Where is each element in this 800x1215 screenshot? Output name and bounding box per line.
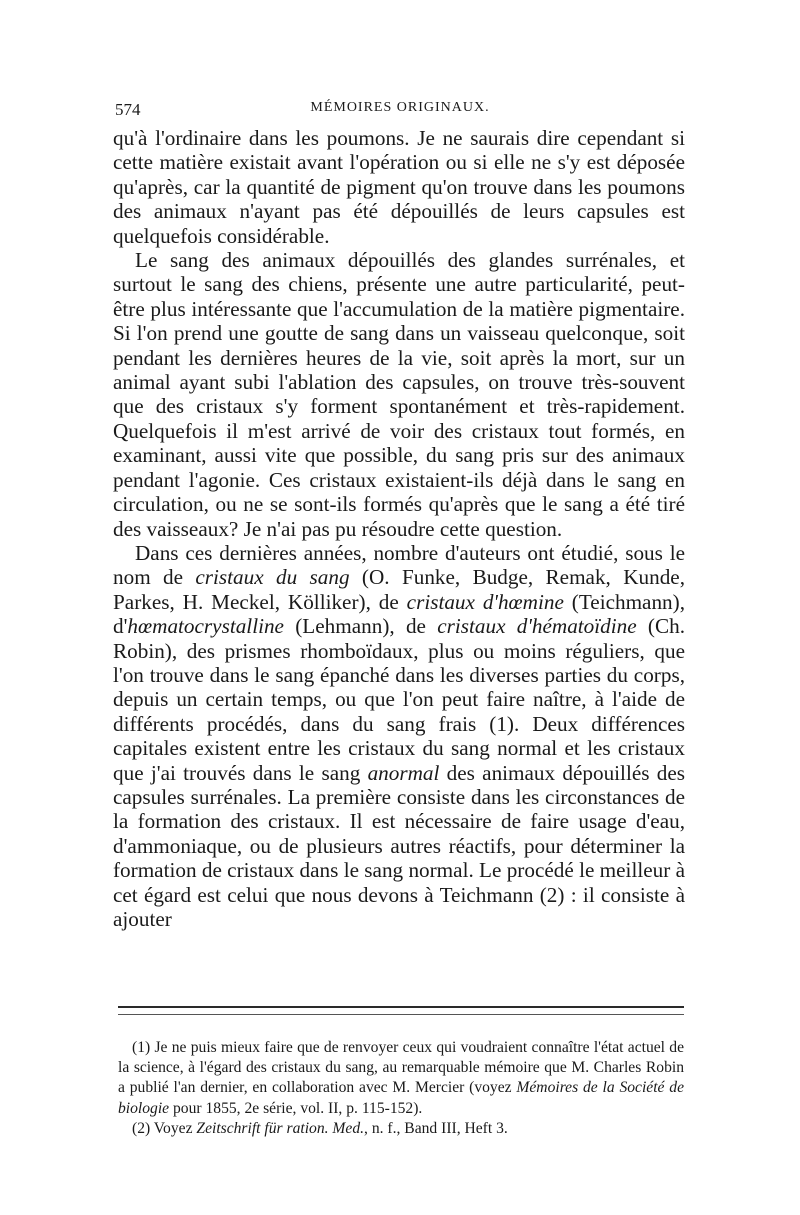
page-number: 574 — [115, 100, 141, 119]
page-header — [115, 100, 685, 122]
footnote-rule — [118, 1006, 684, 1008]
paragraph-1: qu'à l'ordinaire dans les poumons. Je ne saurais dire cependant si cette matière existait avant l'opération ou si elle ne s'y est déposée qu'après, car la quantité de pigment qu'on trouve dans les poumons des animaux n'ayant pas été dépouillés de leurs capsules est quelquefois considérable. — [113, 126, 685, 248]
text-run: (Ch. Robin), des prismes rhomboïdaux, plus ou moins réguliers, que l'on trouve dans le sang épanché dans les diverses parties du corps, depuis un certain temps, ou que l'on peut faire naître, à l'aide de différents procédés, dans du sang frais (1). Deux différences capitales existent entre les cristaux du sang normal et les cristaux que j'ai trouvés dans le sang — [113, 614, 685, 785]
body-text — [113, 126, 685, 931]
footnote-rule-thin — [118, 1014, 684, 1015]
emphasis: anormal — [367, 760, 440, 785]
text-run: (1) Je ne puis mieux faire que de renvoyer ceux qui voudraient connaître l'état actuel de la science, à l'égard des cristaux du sang, au remarquable mémoire que M. Charles Robin a publié l'an dernier, en collaboration avec M. Mercier (voyez — [118, 1039, 684, 1097]
text-run: (2) Voyez — [132, 1119, 197, 1137]
text-run: des animaux dépouillés des capsules surrénales. La première consiste dans les circonstances de la formation des cristaux. Il est nécessaire de faire usage d'eau, d'ammoniaque, ou de plusieurs autres réactifs, pour déterminer la formation de cristaux dans le sang normal. Le procédé le meilleur à cet égard est celui que nous devons à Teichmann (2) : il consiste à ajouter — [113, 760, 685, 931]
emphasis: hœmatocrystalline — [127, 614, 284, 639]
footnotes — [118, 1038, 684, 1139]
paragraph-3 — [113, 541, 685, 932]
text-run: pour 1855, 2e série, vol. II, p. 115-152). — [169, 1099, 423, 1117]
text-run: (Lehmann), de — [283, 614, 438, 639]
emphasis: cristaux d'hœmine — [406, 589, 564, 614]
running-title: MÉMOIRES ORIGINAUX. — [310, 100, 490, 115]
emphasis: cristaux d'hématoïdine — [437, 614, 637, 639]
text-run: Dans ces dernières années, nombre d'auteurs ont étudié, sous le nom de — [113, 540, 685, 590]
text-run: (Teichmann), d' — [113, 589, 686, 639]
emphasis: cristaux du sang — [195, 565, 350, 590]
paragraph-2: Le sang des animaux dépouillés des glandes surrénales, et surtout le sang des chiens, présente une autre particularité, peut-être plus intéressante que l'accumulation de la matière pigmentaire. Si l'on prend une goutte de sang dans un vaisseau quelconque, soit pendant les dernières heures de la vie, soit après la mort, sur un animal ayant subi l'ablation des capsules, on trouve très-souvent que des cristaux s'y forment spontanément et très-rapidement. Quelquefois il m'est arrivé de voir des cristaux tout formés, en examinant, aussi vite que possible, du sang pris sur des animaux pendant l'agonie. Ces cristaux existaient-ils déjà dans le sang en circulation, ou ne se sont-ils formés qu'après que le sang a été tiré des vaisseaux? Je n'ai pas pu résoudre cette question. — [113, 248, 685, 541]
text-run: (O. Funke, Budge, Remak, Kunde, Parkes, H. Meckel, Kölliker), de — [113, 565, 685, 614]
emphasis: Mémoires de la Société de biologie — [118, 1079, 685, 1117]
emphasis: Zeitschrift für ration. Med. — [196, 1119, 365, 1137]
text-run: , n. f., Band III, Heft 3. — [364, 1119, 508, 1137]
footnote-2 — [118, 1119, 684, 1139]
footnote-1 — [118, 1038, 684, 1119]
